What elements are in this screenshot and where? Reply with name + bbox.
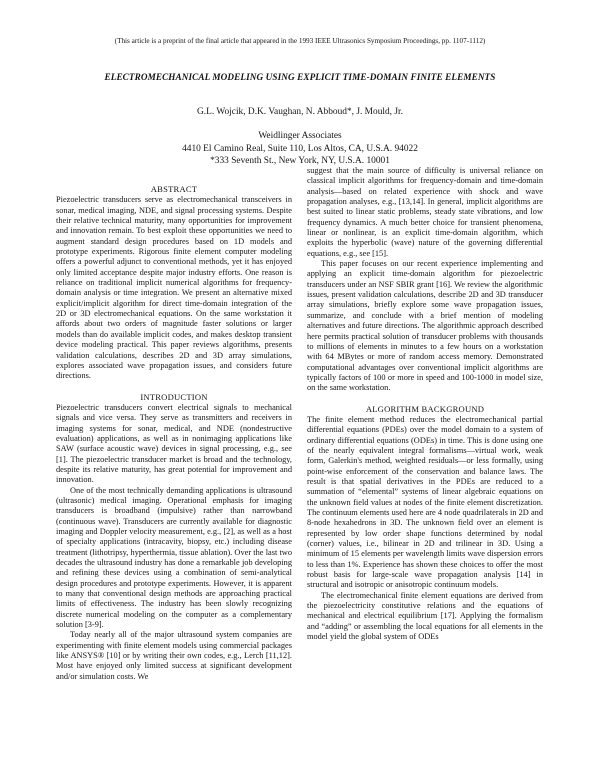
intro-paragraph-1: Piezoelectric transducers convert electrical signals to mechanical signals and vice versa. They serve as transmitters and receivers in imaging systems for sonar, medical, and NDE (nondestructive evaluation) applications, as well as in nonimaging applications like SAW (surface acoustic wave) devices in signal processing, e.g., see [1]. The piezoelectric transducer market is broad and the technology, despite its relative maturity, has great potential for improvement and innovation. xyxy=(56,402,292,485)
right-paragraph-2: This paper focuses on our recent experience implementing and applying an explicit time-domain algorithm for piezoelectric transducers under an NSF SBIR grant [16]. We review the algorithmic issues, present validation calculations, describe 2D and 3D transducer array simulations, briefly explore some wave propagation issues, summarize, and conclude with a brief mention of modeling alternatives and future directions. The algorithmic approach described here permits practical solution of transducer problems with thousands to millions of elements in minutes to a few hours on a workstation with 64 MBytes or more of random access memory. Demonstrated computational advantages over conventional implicit algorithms are typically factors of 100 or more in speed and 100-1000 in model size, on the same workstation. xyxy=(307,259,543,393)
algorithm-background-heading: ALGORITHM BACKGROUND xyxy=(365,403,485,414)
preprint-note: (This article is a preprint of the final article that appeared in the 1993 IEEE Ultrasonics Symposium Proceedings, pp. 1107-1112) xyxy=(114,37,486,45)
section-gap xyxy=(56,382,292,392)
algorithm-paragraph-1: The finite element method reduces the electromechanical partial differential equations (PDEs) over the model domain to a system of ordinary differential equations (ODEs) in time. This is done using one of the nearly equivalent integral formalisms—virtual work, weak form, Galerkin's method, weighted residuals—or less formally, using point-wise enforcement of the conservation and balance laws. The result is that spatial derivatives in the PDEs are reduced to a summation of “elemental” systems of linear algebraic equations on the unknown field values at nodes of the finite element discretization. The continuum elements used here are 4 node quadrilaterals in 2D and 8-node hexahedrons in 3D. The unknown field over an element is represented by low order shape functions determined by nodal (corner) values, i.e., bilinear in 2D and trilinear in 3D. Using a minimum of 15 elements per wavelength limits wave dispersion errors to less than 1%. Experience has shown these choices to offer the most robust basis for large-scale wave propagation analysis [14] in structural and isotropic or anisotropic continuum models. xyxy=(307,414,543,590)
algorithm-paragraph-2: The electromechanical finite element equations are derived from the piezoelectricity constitutive relations and the equations of mechanical and electrical equilibrium [17]. Applying the formalism and “adding” or assembling the local equations for all elements in the model yield the global system of ODEs xyxy=(307,590,543,642)
right-paragraph-1: suggest that the main source of difficulty is universal reliance on classical implicit algorithms for frequency-domain and time-domain analysis—based on related experience with shock and wave propagation analyses, e.g., [13,14]. In general, implicit algorithms are best suited to linear static problems, steady state vibrations, and low frequency dynamics. A much better choice for transient phenomena, linear or nonlinear, is an explicit time-domain algorithm, which exploits the hyperbolic (wave) nature of the governing differential equations, e.g., see [15]. xyxy=(307,166,543,258)
introduction-heading: INTRODUCTION xyxy=(140,391,208,402)
right-column xyxy=(307,166,543,642)
section-gap xyxy=(307,394,543,404)
paper-title: ELECTROMECHANICAL MODELING USING EXPLICIT TIME-DOMAIN FINITE ELEMENTS xyxy=(104,72,496,82)
affiliation-address-2: *333 Seventh St., New York, NY, U.S.A. 10001 xyxy=(210,156,390,167)
left-column xyxy=(56,184,292,682)
affiliation-block xyxy=(0,130,600,168)
abstract-heading: ABSTRACT xyxy=(150,184,198,194)
abstract-text: Piezoelectric transducers serve as electromechanical transceivers in sonar, medical imaging, NDE, and signal processing systems. Despite their relative technical maturity, many opportunities for improvement and innovation remain. To best exploit these opportunities we need to augment standard design procedures based on 1D models and prototype experiments. Rigorous finite element computer modeling offers a powerful adjunct to conventional methods, yet it has enjoyed only limited acceptance despite major industry efforts. One reason is reliance on traditional implicit numerical algorithms for frequency-domain analysis or time integration. We present an alternative mixed explicit/implicit algorithm for direct time-domain integration of the 2D or 3D electromechanical equations. On the same workstation it affords about two orders of magnitude faster solutions or larger models than do available implicit codes, and makes desktop transient device modeling practical. This paper reviews algorithms, presents validation calculations, describes 2D and 3D array simulations, explores associated wave propagation issues, and considers future directions. xyxy=(56,195,292,381)
affiliation-org: Weidlinger Associates xyxy=(258,131,342,141)
intro-paragraph-3: Today nearly all of the major ultrasound system companies are experimenting with finite element models using commercial packages like ANSYS® [10] or by writing their own codes, e.g., Lerch [11,12]. Most have enjoyed only limited success at significant development and/or simulation costs. We xyxy=(56,630,292,681)
affiliation-address-1: 4410 El Camino Real, Suite 110, Los Altos, CA, U.S.A. 94022 xyxy=(182,143,418,154)
author-list: G.L. Wojcik, D.K. Vaughan, N. Abboud*, J. Mould, Jr. xyxy=(197,107,403,117)
intro-paragraph-2: One of the most technically demanding applications is ultrasound (ultrasonic) medical imaging. Operational emphasis for imaging transducers is broadband (impulsive) rather than narrowband (continuous wave). Transducers are currently available for diagnostic imaging and Doppler velocity measurement, e.g., [2], as well as a host of specialty applications (intracavity, biopsy, etc.) including disease treatment (lithotripsy, hyperthermia, tissue ablation). Over the last two decades the ultrasound industry has done a remarkable job developing and refining these devices using a combination of semi-analytical design procedures and prototype experiments. However, it is apparent to many that conventional design methods are approaching practical limits of effectiveness. The industry has been slowly recognizing discrete numerical modeling on the computer as a complementary solution [3-9]. xyxy=(56,485,292,630)
